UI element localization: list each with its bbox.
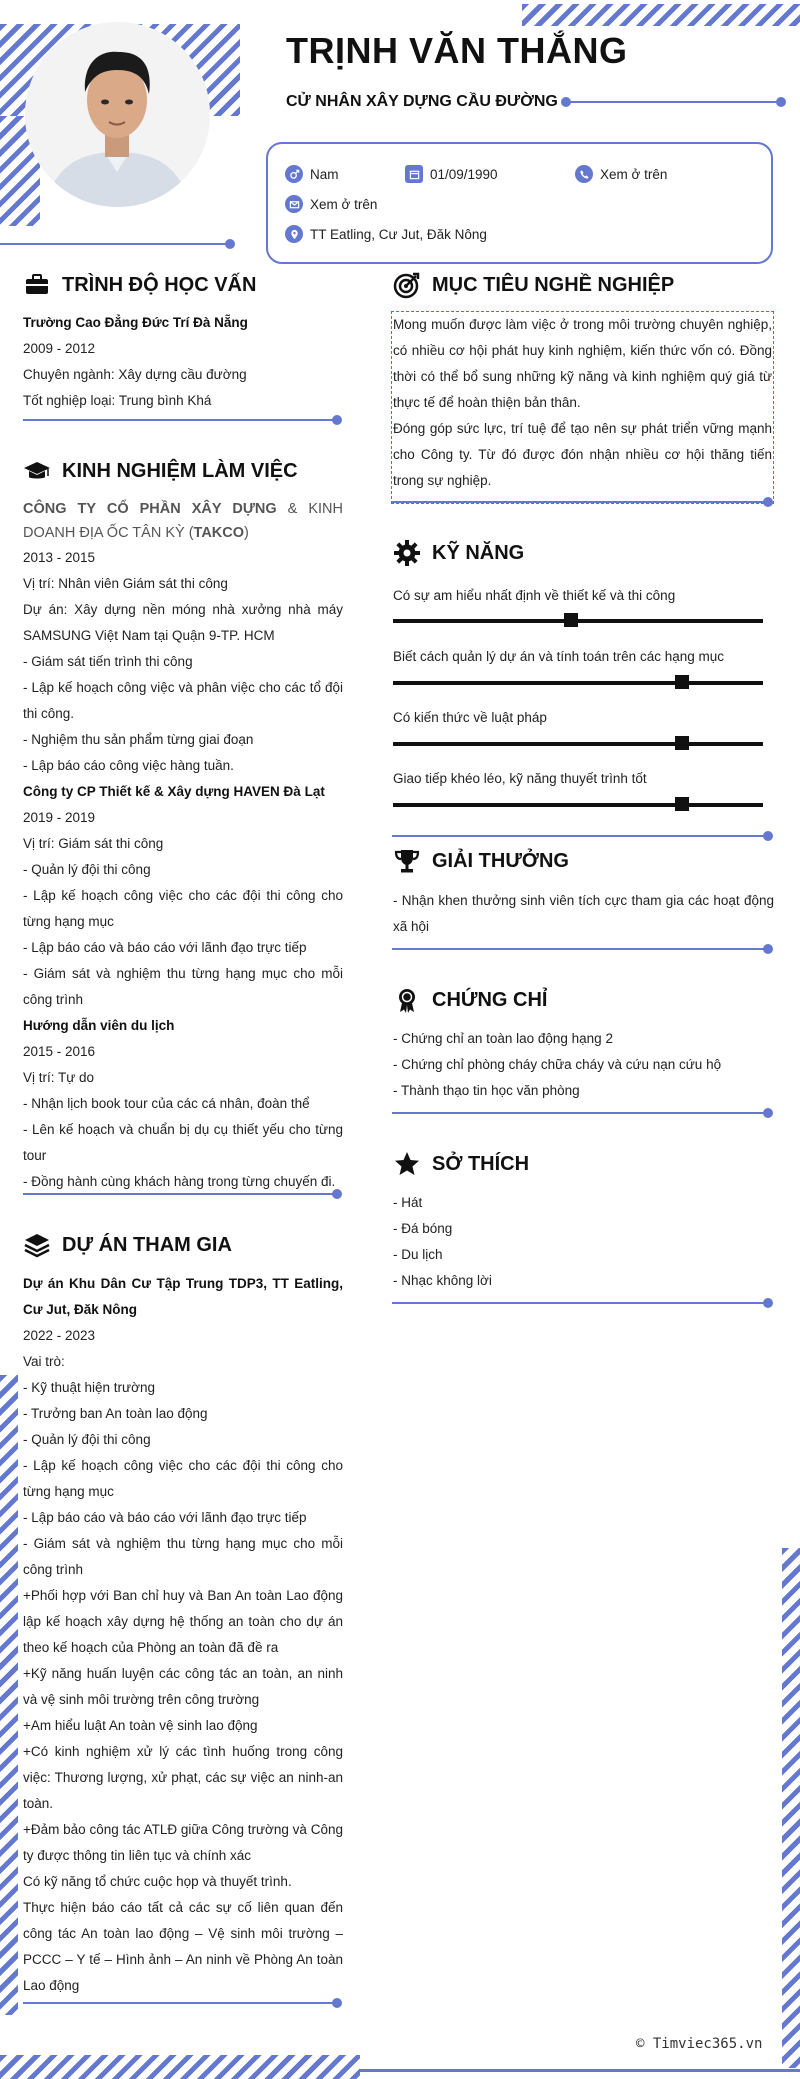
job2-company: Công ty CP Thiết kế & Xây dựng HAVEN Đà Lạt xyxy=(23,784,325,799)
experience-divider xyxy=(23,1193,337,1195)
layers-icon xyxy=(22,1230,52,1260)
contact-email-text: Xem ở trên xyxy=(310,196,378,212)
skill-label: Giao tiếp khéo léo, kỹ năng thuyết trình tốt xyxy=(393,771,647,786)
hobbies-heading: SỞ THÍCH xyxy=(392,1149,529,1179)
job2-line: - Lập báo cáo và báo cáo với lãnh đạo trực tiếp xyxy=(23,940,307,955)
phone-icon xyxy=(575,165,593,183)
avatar xyxy=(25,22,210,207)
skill-level-knob xyxy=(564,613,578,627)
trophy-icon xyxy=(392,846,422,876)
objective-content xyxy=(391,311,774,504)
education-heading: TRÌNH ĐỘ HỌC VẤN xyxy=(22,270,256,300)
job1-line: - Giám sát tiến trình thi công xyxy=(23,654,193,669)
contact-address-text: TT Eatling, Cư Jut, Đăk Nông xyxy=(310,226,487,242)
target-icon xyxy=(392,270,422,300)
decor-stripes-top-right xyxy=(522,4,800,26)
briefcase-icon xyxy=(22,270,52,300)
job2-line: - Lập kế hoạch công việc cho các đội thi công cho từng hạng mục xyxy=(23,888,343,929)
contact-gender xyxy=(285,165,339,183)
project-line: - Trưởng ban An toàn lao động xyxy=(23,1406,208,1421)
calendar-icon xyxy=(405,165,423,183)
certificates-content xyxy=(393,1026,774,1104)
education-grade: Tốt nghiệp loại: Trung bình Khá xyxy=(23,393,212,408)
skill-bar xyxy=(393,681,763,685)
job1-line: Dự án: Xây dựng nền móng nhà xưởng nhà máy SAMSUNG Việt Nam tại Quận 9-TP. HCM xyxy=(23,602,343,643)
contact-gender-text: Nam xyxy=(310,166,339,182)
job3-line: - Lên kế hoạch và chuẩn bị dụ cụ thiết yếu cho từng tour xyxy=(23,1122,343,1163)
projects-content xyxy=(23,1271,343,1999)
star-icon xyxy=(392,1149,422,1179)
hobbies-content xyxy=(393,1190,774,1294)
project-line: +Phối hợp với Ban chỉ huy và Ban An toàn Lao động lập kế hoạch xây dựng hệ thống an toàn cho dự án theo kế hoạch của Phòng an toàn đã đề ra xyxy=(23,1588,343,1655)
bottom-divider xyxy=(360,2069,800,2072)
contact-birthday xyxy=(405,165,498,183)
certificates-divider xyxy=(392,1112,768,1114)
skill-level-knob xyxy=(675,797,689,811)
job-title: CỬ NHÂN XÂY DỰNG CẦU ĐƯỜNG xyxy=(286,93,558,110)
avatar-portrait xyxy=(25,22,210,207)
education-years: 2009 - 2012 xyxy=(23,341,96,356)
certificates-heading: CHỨNG CHỈ xyxy=(392,985,547,1015)
education-major: Chuyên ngành: Xây dựng cầu đường xyxy=(23,367,247,382)
job3-years: 2015 - 2016 xyxy=(23,1044,96,1059)
skills-divider xyxy=(392,835,768,837)
project-line: +Am hiểu luật An toàn vệ sinh lao động xyxy=(23,1718,258,1733)
hobby-item: - Nhạc không lời xyxy=(393,1273,492,1288)
job2-line: Vị trí: Giám sát thi công xyxy=(23,836,164,851)
hobby-item: - Hát xyxy=(393,1195,423,1210)
hobbies-divider xyxy=(392,1302,768,1304)
job3-line: - Nhận lịch book tour của các cá nhân, đoàn thể xyxy=(23,1096,310,1111)
job3-line: Vị trí: Tự do xyxy=(23,1070,95,1085)
job1-line: - Lập báo cáo công việc hàng tuần. xyxy=(23,758,234,773)
job1-line: - Nghiệm thu sản phẩm từng giai đoạn xyxy=(23,732,254,747)
awards-heading: GIẢI THƯỞNG xyxy=(392,846,569,876)
certificate-item: - Chứng chỉ an toàn lao động hạng 2 xyxy=(393,1031,613,1046)
decor-stripes-bottom-right xyxy=(782,1548,800,2068)
hobby-item: - Đá bóng xyxy=(393,1221,453,1236)
contact-birthday-text: 01/09/1990 xyxy=(430,166,498,182)
experience-content xyxy=(23,497,343,1195)
decor-stripes-bottom xyxy=(0,2055,360,2079)
skill-bar xyxy=(393,619,763,623)
education-divider xyxy=(23,419,337,421)
job2-years: 2019 - 2019 xyxy=(23,810,96,825)
project-line: - Giám sát và nghiệm thu từng hạng mục cho mỗi công trình xyxy=(23,1536,343,1577)
skills-heading: KỸ NĂNG xyxy=(392,538,524,568)
skill-label: Biết cách quản lý dự án và tính toán trên các hạng mục xyxy=(393,649,724,664)
contact-box xyxy=(266,142,773,264)
skill-label: Có sự am hiểu nhất định về thiết kế và thi công xyxy=(393,588,676,603)
gender-icon xyxy=(285,165,303,183)
job1-line: Vị trí: Nhân viên Giám sát thi công xyxy=(23,576,228,591)
contact-phone-text: Xem ở trên xyxy=(600,166,668,182)
project-line: +Có kinh nghiệm xử lý các tình huống trong công việc: Thương lượng, xử phạt, các sự việc an ninh-an toàn. xyxy=(23,1744,343,1811)
awards-divider xyxy=(392,948,768,950)
project-line: - Lập báo cáo và báo cáo với lãnh đạo trực tiếp xyxy=(23,1510,307,1525)
footer-credit: © Timviec365.vn xyxy=(636,2036,763,2052)
certificate-item: - Chứng chỉ phòng cháy chữa cháy và cứu nạn cứu hộ xyxy=(393,1057,722,1072)
skill-level-knob xyxy=(675,675,689,689)
job1-company: CÔNG TY CỔ PHẦN XÂY DỰNG & KINH DOANH ĐỊA ỐC TÂN KỲ (TAKCO) xyxy=(23,501,343,541)
education-content xyxy=(23,310,343,414)
job2-line: - Giám sát và nghiệm thu từng hạng mục cho mỗi công trình xyxy=(23,966,343,1007)
project-line: +Kỹ năng huấn luyện các công tác an toàn, an ninh và vệ sinh môi trường trên công trường xyxy=(23,1666,343,1707)
graduation-cap-icon xyxy=(22,456,52,486)
project-line: - Kỹ thuật hiện trường xyxy=(23,1380,155,1395)
project-line: Vai trò: xyxy=(23,1354,65,1369)
school-name: Trường Cao Đẳng Đức Trí Đà Nẵng xyxy=(23,315,248,330)
award-item: - Nhận khen thưởng sinh viên tích cực tham gia các hoạt động xã hội xyxy=(393,893,774,934)
project-line: - Lập kế hoạch công việc cho các đội thi công cho từng hạng mục xyxy=(23,1458,343,1499)
awards-content xyxy=(393,888,774,940)
skill-bar xyxy=(393,803,763,807)
objective-paragraph: Đóng góp sức lực, trí tuệ để tạo nên sự phát triển vững mạnh cho Công ty. Từ đó được đón nhận nhiều cơ hội thăng tiến trong sự nghiệp. xyxy=(393,421,772,488)
contact-phone xyxy=(575,165,667,183)
job1-line: - Lập kế hoạch công việc và phân việc cho các tổ đội thi công. xyxy=(23,680,343,721)
project-years: 2022 - 2023 xyxy=(23,1328,96,1343)
certificate-item: - Thành thạo tin học văn phòng xyxy=(393,1083,580,1098)
project-line: +Đảm bảo công tác ATLĐ giữa Công trường và Công ty được thông tin liên tục và chính xác xyxy=(23,1822,343,1863)
hobby-item: - Du lịch xyxy=(393,1247,443,1262)
location-icon xyxy=(285,225,303,243)
job3-line: - Đồng hành cùng khách hàng trong từng chuyến đi. xyxy=(23,1174,336,1189)
title-underline xyxy=(566,101,781,103)
objective-divider xyxy=(392,501,768,503)
contact-email xyxy=(285,195,377,213)
project-name: Dự án Khu Dân Cư Tập Trung TDP3, TT Eatling, Cư Jut, Đăk Nông xyxy=(23,1276,343,1317)
decor-stripes-bottom-left xyxy=(0,1375,18,2015)
project-line: Thực hiện báo cáo tất cả các sự cố liên quan đến công tác An toàn lao động – Vệ sinh môi trường – PCCC – Y tế – Hình ảnh – An ninh về Phòng An toàn Lao động xyxy=(23,1900,343,1993)
mail-icon xyxy=(285,195,303,213)
contact-address xyxy=(285,225,487,243)
job2-line: - Quản lý đội thi công xyxy=(23,862,151,877)
job3-company: Hướng dẫn viên du lịch xyxy=(23,1018,175,1033)
projects-divider xyxy=(23,2002,337,2004)
avatar-underline xyxy=(0,243,230,245)
objective-heading: MỤC TIÊU NGHỀ NGHIỆP xyxy=(392,270,674,300)
gear-icon xyxy=(392,538,422,568)
objective-paragraph: Mong muốn được làm việc ở trong môi trường chuyên nghiệp, có nhiều cơ hội phát huy kinh nghiệm, kiến thức vốn có. Đồng thời có thể bổ sung những kỹ năng và kinh nghiệm quý giá từ thực tế để hoàn thiện bản thân. xyxy=(393,317,772,410)
experience-heading: KINH NGHIỆM LÀM VIỆC xyxy=(22,456,298,486)
project-line: - Quản lý đội thi công xyxy=(23,1432,151,1447)
skill-level-knob xyxy=(675,736,689,750)
job1-years: 2013 - 2015 xyxy=(23,550,96,565)
skill-bar xyxy=(393,742,763,746)
candidate-name: TRỊNH VĂN THẮNG xyxy=(286,30,628,71)
project-line: Có kỹ năng tổ chức cuộc họp và thuyết trình. xyxy=(23,1874,292,1889)
skill-label: Có kiến thức về luật pháp xyxy=(393,710,547,725)
certificate-icon xyxy=(392,985,422,1015)
projects-heading: DỰ ÁN THAM GIA xyxy=(22,1230,232,1260)
